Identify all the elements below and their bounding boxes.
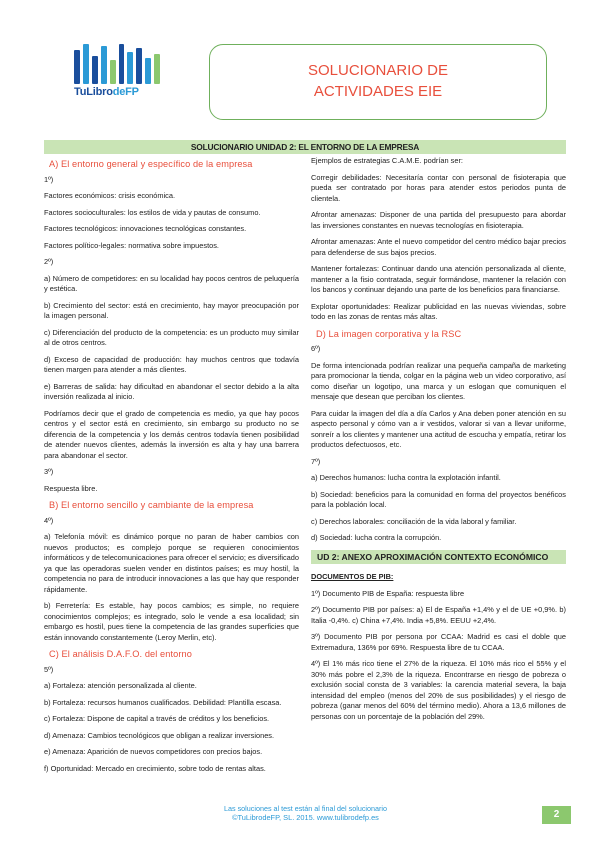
paragraph: e) Barreras de salida: hay dificultad en abandonar el sector debido a la alta inversión realizada al inicio. — [44, 381, 299, 401]
paragraph: Corregir debilidades: Necesitaría contar con personal de fisioterapia que pueda ser contratado por horas para atender estos periodos punta de clientela. — [311, 172, 566, 203]
page-number: 2 — [542, 806, 571, 824]
paragraph: De forma intencionada podrían realizar una pequeña campaña de marketing para promocionar la tienda, colgar en la página web un video corporativo, así como diseñar un logotipo, una marca y un eslogan que comuniquen el mensaje que desean que perciban los clientes. — [311, 360, 566, 401]
question-number: 4º) — [44, 515, 54, 525]
logo-bar — [110, 60, 116, 84]
paragraph: c) Derechos laborales: conciliación de la vida laboral y familiar. — [311, 516, 517, 526]
paragraph: Respuesta libre. — [44, 483, 98, 493]
logo-bar — [92, 56, 98, 84]
paragraph: Podríamos decir que el grado de competencia es medio, ya que hay pocos centros y el sector está en crecimiento, sin embargo su producto no se diferencia de la competencia y los demás centros todavía tienen posibilidad de atender nuevos clientes, además la inversión es alta y hay una barrera para abandonar el sector. — [44, 408, 299, 460]
paragraph: b) Fortaleza: recursos humanos cualificados. Debilidad: Plantilla escasa. — [44, 697, 282, 707]
logo-bar — [136, 48, 142, 84]
documents-heading: DOCUMENTOS DE PIB: — [311, 572, 394, 581]
paragraph: 2º) Documento PIB por países: a) El de España +1,4% y el de UE +0,9%. b) Italia -0,4%. c) China +7,4%. India +5,8%. EEUU +2,4%. — [311, 605, 566, 625]
section-heading-a: A) El entorno general y específico de la empresa — [49, 159, 253, 169]
paragraph: Explotar oportunidades: Realizar publicidad en las nuevas viviendas, sobre todo en las zonas de rentas más altas. — [311, 301, 566, 321]
paragraph: b) Crecimiento del sector: está en crecimiento, hay mayor preocupación por la imagen personal. — [44, 300, 299, 320]
logo-brand-b: deFP — [112, 86, 139, 98]
paragraph: d) Sociedad: lucha contra la corrupción. — [311, 533, 442, 542]
footer-copyright: ©TuLibrodeFP, SL. 2015. www.tulibrodefp.es — [232, 813, 379, 822]
paragraph: Afrontar amenazas: Disponer de una partida del presupuesto para abordar las inversiones constantes en nuevas tecnologías en fisioterapia. — [311, 210, 566, 230]
logo-bar — [83, 44, 89, 84]
paragraph: Ejemplos de estrategias C.A.M.E. podrían ser: — [311, 156, 463, 165]
logo-text — [74, 86, 160, 98]
paragraph: e) Amenaza: Aparición de nuevos competidores con precios bajos. — [44, 747, 263, 756]
logo — [74, 44, 160, 100]
paragraph: 3º) Documento PIB por persona por CCAA: Madrid es casi el doble que Extremadura, 136% por 69%. Respuesta libre de tu CCAA. — [311, 632, 566, 652]
section-heading-d: D) La imagen corporativa y la RSC — [316, 328, 462, 339]
paragraph: a) Fortaleza: atención personalizada al cliente. — [44, 681, 197, 690]
section-heading-c: C) El análisis D.A.F.O. del entorno — [49, 649, 192, 659]
footer-note: Las soluciones al test están al final del solucionario — [223, 804, 387, 813]
right-column — [311, 156, 566, 728]
paragraph: Para cuidar la imagen del día a día Carlos y Ana deben poner atención en su aspecto personal y cómo van a ir vestidos, valorar si van a llevar uniforme, sonreír a los clientes y mantener una actitud de escucha y empatía, retirar los productos defectuosos, etc. — [311, 408, 566, 449]
logo-bars — [74, 44, 160, 84]
paragraph: b) Sociedad: beneficios para la comunidad en forma del proyectos benéficos para la población local. — [311, 489, 566, 509]
footer — [0, 804, 611, 822]
annex-title-bar: UD 2: ANEXO APROXIMACIÓN CONTEXTO ECONÓMICO — [311, 550, 566, 565]
paragraph: d) Amenaza: Cambios tecnológicos que obligan a realizar inversiones. — [44, 730, 275, 740]
title-line-2: ACTIVIDADES EIE — [313, 83, 443, 100]
logo-brand-a: TuLibro — [74, 86, 113, 98]
paragraph: Factores socioculturales: los estilos de vida y pautas de consumo. — [44, 207, 261, 217]
paragraph: Factores económicos: crisis económica. — [44, 191, 176, 200]
paragraph: b) Ferretería: Es estable, hay pocos cambios; es simple, no requiere conocimientos complejos; es integrado, solo le vende a esa localidad; sin embargo es hostil, pues tiene la competencia de las grandes superficies que están innovando constantemente (Leroy Merlin, etc). — [44, 601, 299, 642]
section-heading-b: B) El entorno sencillo y cambiante de la empresa — [49, 500, 254, 510]
question-number: 6º) — [311, 344, 321, 353]
logo-bar — [101, 46, 107, 84]
logo-bar — [154, 54, 160, 84]
left-column — [44, 156, 299, 780]
paragraph: a) Telefonía móvil: es dinámico porque no paran de haber cambios con nuevos productos; es complejo porque se requieren conocimientos informáticos y de telecomunicaciones para ofrecer el servicio; es diversificado ya que las operadoras suelen vender en distintos países; es muy hostil, la competencia no para de introducir innovaciones a las que hay que responder rápidamente. — [44, 532, 299, 594]
paragraph: Factores tecnológicos: innovaciones tecnológicas constantes. — [44, 224, 247, 233]
logo-bar — [127, 52, 133, 84]
unit-title-bar: SOLUCIONARIO UNIDAD 2: EL ENTORNO DE LA EMPRESA — [44, 140, 566, 154]
question-number: 2º) — [44, 257, 54, 266]
title-line-1: SOLUCIONARIO DE — [307, 62, 449, 79]
question-number: 7º) — [311, 456, 321, 466]
logo-bar — [119, 44, 125, 84]
paragraph: 4º) El 1% más rico tiene el 27% de la riqueza. El 10% más rico el 55% y el 30% más pobre el 2,3% de la riqueza. Encontrarse en riesgo de pobreza o exclusión social consta de 3 variables: la carencia material severa, la baja intensidad del empleo (menos del 20% de sus posibilidades) y el riesgo de pobreza (ganar menos del 60% del término medio). Ahora a 13,6 millones de personas con un porcentaje de la población del 29%. — [311, 659, 566, 721]
paragraph: c) Fortaleza: Dispone de capital a través de créditos y los beneficios. — [44, 714, 270, 723]
question-number: 5º) — [44, 664, 54, 674]
paragraph: c) Diferenciación del producto de la competencia: es un producto muy similar al de otros centros. — [44, 327, 299, 347]
paragraph: Mantener fortalezas: Continuar dando una atención personalizada al cliente, mantener a la fisio contratada, seguir formándose, mantener la relación con los bancos y continuar dejando una parte de los beneficios para financiarse. — [311, 264, 566, 294]
logo-bar — [145, 58, 151, 84]
question-number: 1º) — [44, 174, 54, 184]
paragraph: Factores político-legales: normativa sobre impuestos. — [44, 240, 219, 250]
paragraph: a) Derechos humanos: lucha contra la explotación infantil. — [311, 473, 501, 482]
paragraph: 1º) Documento PIB de España: respuesta libre — [311, 588, 465, 598]
paragraph: a) Número de competidores: en su localidad hay pocos centros de peluquería y estética. — [44, 273, 299, 293]
paragraph: f) Oportunidad: Mercado en crecimiento, sobre todo de rentas altas. — [44, 763, 266, 773]
logo-bar — [74, 50, 80, 84]
paragraph: d) Exceso de capacidad de producción: hay muchos centros que todavía tienen margen para atender a más clientes. — [44, 354, 299, 374]
title-box — [209, 44, 547, 120]
question-number: 3º) — [44, 467, 54, 476]
paragraph: Afrontar amenazas: Ante el nuevo competidor del centro médico bajar precios para defenderse de sus bajos precios. — [311, 237, 566, 257]
